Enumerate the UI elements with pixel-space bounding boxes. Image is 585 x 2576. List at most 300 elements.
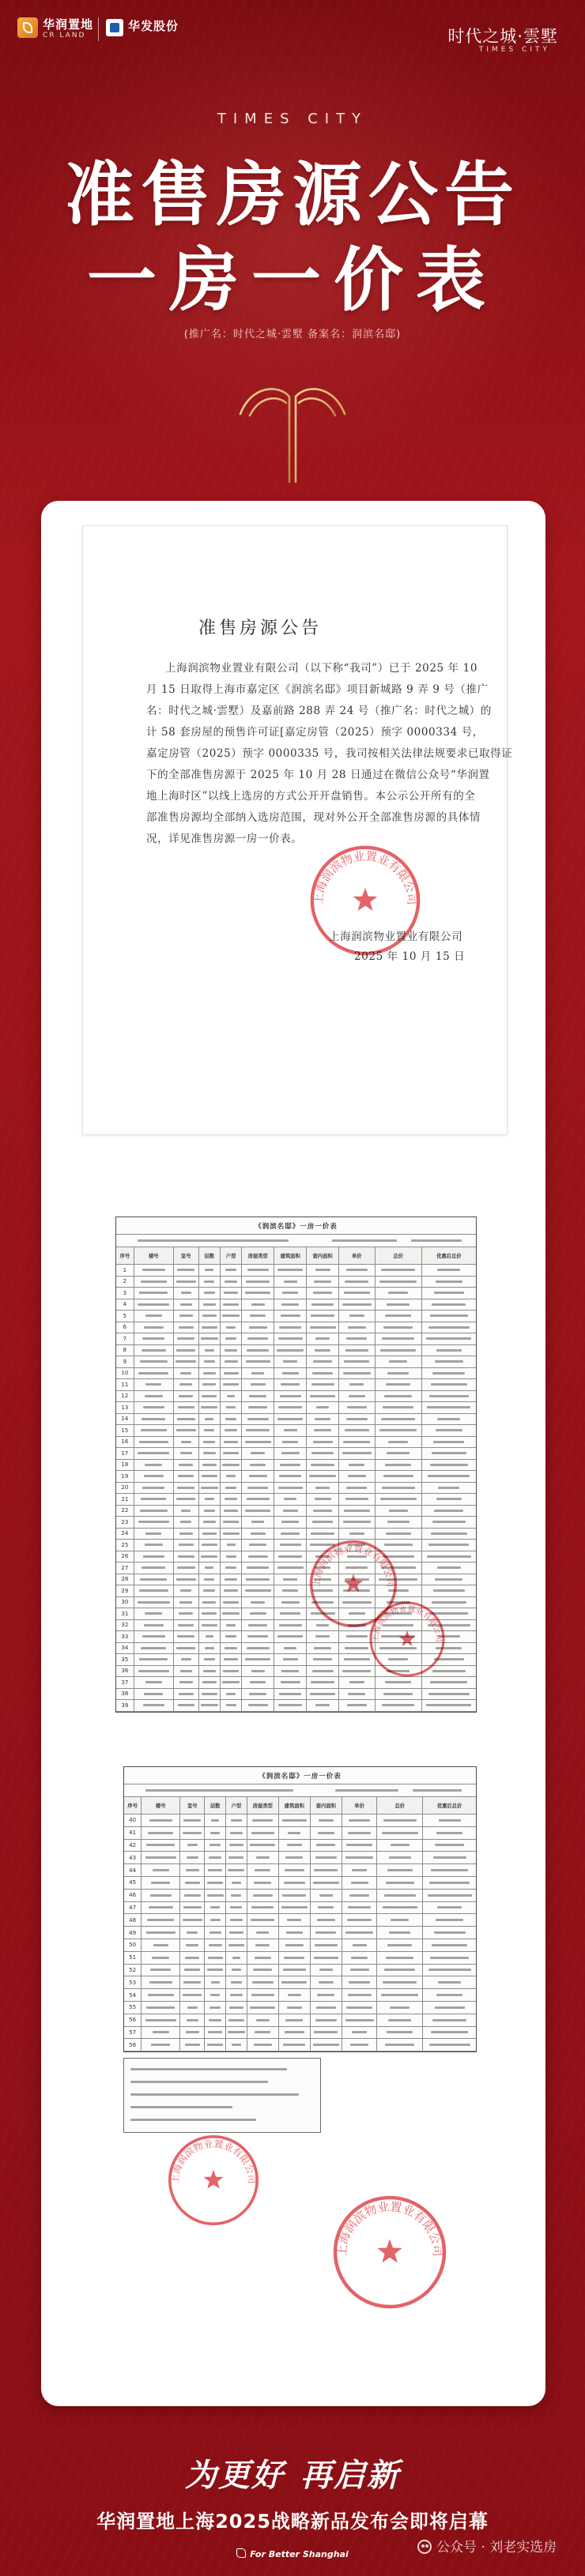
cell-ink bbox=[245, 1441, 271, 1443]
table-row bbox=[124, 1827, 476, 1840]
cell-ink bbox=[387, 1944, 412, 1946]
table-cell bbox=[226, 1814, 247, 1826]
table-cell bbox=[377, 1902, 423, 1914]
table-cell bbox=[180, 1902, 205, 1914]
cell-ink bbox=[231, 1981, 242, 1984]
cell-ink bbox=[315, 1269, 330, 1271]
table-cell bbox=[422, 1402, 476, 1413]
star-icon bbox=[399, 1630, 416, 1646]
table-cell bbox=[376, 1322, 422, 1333]
huafa-logo-icon bbox=[106, 19, 123, 36]
cell-ink bbox=[223, 1303, 239, 1306]
cell-ink bbox=[316, 1844, 335, 1846]
tagline-text: For Better Shanghai bbox=[250, 2549, 349, 2559]
cell-ink bbox=[246, 1429, 270, 1431]
cell-ink bbox=[381, 1418, 416, 1420]
table-cell bbox=[221, 1311, 242, 1322]
cell-ink bbox=[311, 1532, 334, 1535]
table-cell bbox=[134, 1265, 174, 1276]
cell-ink bbox=[344, 1510, 369, 1512]
cell-ink bbox=[204, 1360, 215, 1363]
table-cell bbox=[205, 2027, 226, 2039]
table-cell bbox=[226, 2002, 247, 2014]
row-number-cell: 12 bbox=[116, 1391, 134, 1402]
table-cell bbox=[242, 1677, 274, 1688]
row-number-cell: 46 bbox=[124, 1890, 142, 1901]
row-number-cell: 37 bbox=[116, 1677, 134, 1688]
table-cell bbox=[339, 1448, 376, 1459]
cell-ink bbox=[138, 1521, 169, 1523]
cell-ink bbox=[201, 1337, 218, 1340]
cell-ink bbox=[435, 1360, 463, 1363]
cell-ink bbox=[349, 1464, 364, 1466]
table-cell bbox=[199, 1471, 221, 1482]
cell-ink bbox=[254, 2044, 272, 2046]
cell-ink bbox=[202, 1693, 217, 1695]
cell-ink bbox=[224, 1372, 239, 1374]
table-cell bbox=[377, 1864, 423, 1876]
table-cell bbox=[142, 1840, 180, 1852]
table-cell bbox=[199, 1677, 221, 1688]
table-cell bbox=[342, 1827, 378, 1839]
cell-ink bbox=[349, 1395, 365, 1397]
cell-ink bbox=[349, 1981, 370, 1984]
table-cell bbox=[134, 1551, 174, 1563]
table-cell bbox=[376, 1689, 422, 1700]
table-cell bbox=[339, 1506, 376, 1517]
table-cell bbox=[221, 1494, 242, 1505]
table-cell bbox=[180, 1852, 205, 1863]
table-cell bbox=[174, 1631, 199, 1642]
table-cell bbox=[342, 1939, 378, 1951]
table-cell bbox=[274, 1563, 307, 1574]
cell-ink bbox=[245, 1589, 271, 1592]
table-cell bbox=[199, 1379, 221, 1390]
cell-ink bbox=[249, 1395, 266, 1397]
cell-ink bbox=[203, 1452, 217, 1454]
cell-ink bbox=[144, 1475, 164, 1477]
row-number-cell: 48 bbox=[124, 1914, 142, 1926]
table-row bbox=[116, 1333, 476, 1345]
svg-text:上海润滨物业置业有限公司: 上海润滨物业置业有限公司 bbox=[310, 1543, 397, 1588]
cell-ink bbox=[204, 1280, 214, 1283]
cell-ink bbox=[250, 1844, 275, 1846]
table-cell bbox=[221, 1677, 242, 1688]
table-cell bbox=[376, 1414, 422, 1425]
table-cell bbox=[376, 1345, 422, 1356]
cell-ink bbox=[286, 1931, 303, 1934]
cell-ink bbox=[223, 1383, 240, 1386]
row-number-cell: 29 bbox=[116, 1585, 134, 1596]
row-number-cell: 30 bbox=[116, 1597, 134, 1608]
cell-ink bbox=[179, 1383, 192, 1386]
row-number-cell: 34 bbox=[116, 1643, 134, 1654]
table-cell bbox=[199, 1494, 221, 1505]
table-cell bbox=[205, 1965, 226, 1976]
table-cell bbox=[174, 1585, 199, 1596]
table-cell bbox=[274, 1277, 307, 1288]
cell-ink bbox=[204, 1429, 214, 1431]
table-cell bbox=[423, 1976, 476, 1988]
table-cell bbox=[226, 1927, 247, 1939]
table-cell bbox=[376, 1391, 422, 1402]
table-row bbox=[124, 1952, 476, 1965]
cell-ink bbox=[145, 1856, 176, 1859]
table-cell bbox=[423, 1877, 476, 1889]
table-cell bbox=[339, 1379, 376, 1390]
cell-ink bbox=[411, 1239, 462, 1242]
table-cell bbox=[221, 1643, 242, 1654]
cell-ink bbox=[177, 1487, 194, 1489]
table-cell bbox=[242, 1517, 274, 1528]
cell-ink bbox=[387, 1372, 409, 1374]
cell-ink bbox=[388, 1441, 409, 1443]
table-cell bbox=[307, 1700, 339, 1711]
table-cell bbox=[274, 1654, 307, 1665]
table-cell bbox=[376, 1277, 422, 1288]
cell-ink bbox=[316, 2006, 336, 2009]
table-cell bbox=[174, 1494, 199, 1505]
cell-ink bbox=[180, 1670, 192, 1672]
table-cell bbox=[247, 2014, 279, 2026]
star-icon bbox=[344, 1574, 363, 1592]
table-cell bbox=[423, 1814, 476, 1826]
cell-ink bbox=[345, 1647, 368, 1649]
table-cell bbox=[422, 1585, 476, 1596]
row-number-cell: 32 bbox=[116, 1620, 134, 1631]
table-cell bbox=[205, 2039, 226, 2051]
cell-ink bbox=[429, 2044, 470, 2046]
cell-ink bbox=[226, 1704, 236, 1706]
cell-ink bbox=[145, 1383, 161, 1386]
cell-ink bbox=[385, 2044, 414, 2046]
cell-ink bbox=[246, 1280, 270, 1283]
cell-ink bbox=[145, 1395, 163, 1397]
table-cell bbox=[174, 1700, 199, 1711]
cell-ink bbox=[253, 1969, 272, 1971]
cell-ink bbox=[386, 1957, 413, 1959]
table-cell bbox=[342, 1952, 378, 1964]
table-row bbox=[116, 1288, 476, 1299]
notice-body-line: 部准售房源均全部纳入选房范围，现对外公开全部准售房源的具体情 bbox=[146, 811, 481, 824]
table-cell bbox=[342, 1927, 378, 1939]
table-cell bbox=[422, 1448, 476, 1459]
table-row bbox=[116, 1345, 476, 1357]
cell-ink bbox=[225, 1635, 236, 1638]
table-cell bbox=[205, 1927, 226, 1939]
table-cell bbox=[422, 1311, 476, 1322]
cell-ink bbox=[228, 1944, 244, 1946]
table-cell bbox=[422, 1517, 476, 1528]
cell-ink bbox=[203, 1670, 216, 1672]
table-cell bbox=[274, 1494, 307, 1505]
cell-ink bbox=[436, 1349, 461, 1352]
table-cell bbox=[242, 1689, 274, 1700]
table-cell bbox=[180, 2039, 205, 2051]
table-row bbox=[124, 1965, 476, 1977]
cell-ink bbox=[314, 1429, 331, 1431]
table-cell bbox=[307, 1277, 339, 1288]
table-row bbox=[116, 1551, 476, 1563]
cell-ink bbox=[281, 1601, 300, 1604]
cell-ink bbox=[288, 1832, 300, 1834]
table-cell bbox=[226, 1976, 247, 1988]
table-cell bbox=[226, 2014, 247, 2026]
cell-ink bbox=[382, 1704, 414, 1706]
table-cell bbox=[221, 1700, 242, 1711]
cell-ink bbox=[247, 1635, 268, 1638]
cell-ink bbox=[248, 1704, 268, 1706]
cell-ink bbox=[313, 2044, 339, 2046]
cell-ink bbox=[315, 1944, 338, 1946]
table-cell bbox=[422, 1322, 476, 1333]
table-row bbox=[116, 1402, 476, 1414]
table-cell bbox=[311, 1976, 342, 1988]
row-number-cell: 2 bbox=[116, 1277, 134, 1288]
cell-ink bbox=[229, 1931, 243, 1934]
table-cell bbox=[423, 1840, 476, 1852]
table-cell bbox=[199, 1540, 221, 1551]
table-cell bbox=[199, 1608, 221, 1619]
table-cell bbox=[339, 1700, 376, 1711]
table-cell bbox=[247, 1890, 279, 1901]
cell-ink bbox=[285, 2019, 303, 2021]
table-cell bbox=[199, 1288, 221, 1299]
cell-ink bbox=[352, 2031, 368, 2033]
table-cell bbox=[307, 1460, 339, 1471]
table-cell bbox=[221, 1483, 242, 1494]
cell-ink bbox=[351, 1957, 368, 1959]
table-row bbox=[116, 1414, 476, 1426]
cell-ink bbox=[142, 1349, 166, 1352]
table-cell bbox=[422, 1700, 476, 1711]
table-cell bbox=[422, 1494, 476, 1505]
table-cell bbox=[199, 1333, 221, 1344]
cell-ink bbox=[222, 1612, 240, 1615]
cell-ink bbox=[209, 1856, 221, 1859]
cell-ink bbox=[281, 1303, 299, 1306]
cell-ink bbox=[349, 1894, 369, 1897]
cell-ink bbox=[311, 1303, 334, 1306]
cell-ink bbox=[348, 1326, 366, 1329]
cell-ink bbox=[314, 1869, 338, 1871]
table-cell bbox=[174, 1391, 199, 1402]
table-cell bbox=[174, 1689, 199, 1700]
table-cell bbox=[423, 1989, 476, 2001]
table-cell bbox=[274, 1345, 307, 1356]
row-number-cell: 10 bbox=[116, 1368, 134, 1379]
table-cell bbox=[376, 1529, 422, 1540]
cell-ink bbox=[285, 2031, 304, 2033]
cell-ink bbox=[247, 1269, 269, 1271]
table-cell bbox=[174, 1506, 199, 1517]
table-cell bbox=[279, 1952, 311, 1964]
cell-ink bbox=[232, 2044, 241, 2046]
table-subheader bbox=[116, 1235, 476, 1247]
table-cell bbox=[247, 1840, 279, 1852]
table-cell bbox=[134, 1333, 174, 1344]
table-cell bbox=[279, 2039, 311, 2051]
cell-ink bbox=[353, 1944, 367, 1946]
table-cell bbox=[226, 1989, 247, 2001]
table-cell bbox=[199, 1597, 221, 1608]
cell-ink bbox=[208, 1869, 222, 1871]
cell-ink bbox=[277, 1269, 303, 1271]
row-number-cell: 15 bbox=[116, 1425, 134, 1436]
cell-ink bbox=[385, 1314, 411, 1317]
cell-ink bbox=[389, 1856, 411, 1859]
cell-ink bbox=[433, 1589, 465, 1592]
wechat-account-icon bbox=[417, 2540, 432, 2554]
table-cell bbox=[307, 1379, 339, 1390]
cell-ink bbox=[431, 2031, 468, 2033]
table-cell bbox=[279, 1989, 311, 2001]
table-cell bbox=[274, 1677, 307, 1688]
table-cell bbox=[307, 1529, 339, 1540]
table-cell bbox=[180, 1965, 205, 1976]
table-row bbox=[124, 1939, 476, 1952]
row-number-cell: 25 bbox=[116, 1540, 134, 1551]
table-header-cell: 楼号 bbox=[142, 1797, 180, 1814]
cell-ink bbox=[281, 1452, 300, 1454]
star-icon bbox=[377, 2239, 402, 2263]
table-cell bbox=[274, 1311, 307, 1322]
table-row bbox=[124, 1989, 476, 2002]
table-cell bbox=[226, 1902, 247, 1914]
cell-ink bbox=[413, 1789, 462, 1792]
table-cell bbox=[199, 1506, 221, 1517]
cell-ink bbox=[138, 1372, 168, 1374]
signature-date: 2025 年 10 月 15 日 bbox=[354, 950, 466, 963]
cell-ink bbox=[147, 1919, 174, 1921]
cell-ink bbox=[315, 1337, 330, 1340]
table-cell bbox=[142, 1965, 180, 1976]
cell-ink bbox=[277, 1566, 304, 1569]
cell-ink bbox=[145, 1532, 161, 1535]
table-cell bbox=[307, 1425, 339, 1436]
table-cell bbox=[377, 1965, 423, 1976]
table-cell bbox=[134, 1643, 174, 1654]
cell-ink bbox=[149, 1819, 172, 1822]
table-cell bbox=[174, 1425, 199, 1436]
cell-ink bbox=[352, 1869, 367, 1871]
row-number-cell: 33 bbox=[116, 1631, 134, 1642]
table-cell bbox=[174, 1356, 199, 1367]
table-cell bbox=[274, 1333, 307, 1344]
cell-ink bbox=[278, 1704, 302, 1706]
table-cell bbox=[279, 1840, 311, 1852]
table-cell bbox=[422, 1333, 476, 1344]
table-cell bbox=[221, 1356, 242, 1367]
cell-ink bbox=[343, 1441, 370, 1443]
table-cell bbox=[221, 1460, 242, 1471]
table-cell bbox=[377, 2002, 423, 2014]
cell-ink bbox=[285, 1869, 304, 1871]
table-cell bbox=[205, 1840, 226, 1852]
table-cell bbox=[311, 1864, 342, 1876]
cell-ink bbox=[432, 1521, 466, 1523]
table-header-cell: 楼号 bbox=[134, 1247, 174, 1264]
table-cell bbox=[142, 1952, 180, 1964]
table-cell bbox=[199, 1414, 221, 1425]
cell-ink bbox=[314, 2031, 338, 2033]
table-header-cell: 建筑面积 bbox=[279, 1797, 311, 1814]
table-cell bbox=[134, 1483, 174, 1494]
table-cell bbox=[311, 1814, 342, 1826]
table-cell bbox=[199, 1368, 221, 1379]
table-header-cell: 室号 bbox=[174, 1247, 199, 1264]
table-cell bbox=[274, 1265, 307, 1276]
table-cell bbox=[242, 1483, 274, 1494]
cell-ink bbox=[427, 1406, 470, 1408]
cell-ink bbox=[231, 1894, 241, 1897]
cell-ink bbox=[225, 1269, 236, 1271]
cell-ink bbox=[180, 1303, 192, 1306]
table-row bbox=[116, 1277, 476, 1288]
cell-ink bbox=[177, 1566, 195, 1569]
cell-ink bbox=[245, 1510, 270, 1512]
cell-ink bbox=[187, 2006, 198, 2009]
cell-ink bbox=[283, 1578, 297, 1581]
table-cell bbox=[134, 1631, 174, 1642]
table-cell bbox=[221, 1666, 242, 1677]
table-cell bbox=[376, 1288, 422, 1299]
cell-ink bbox=[255, 1869, 270, 1871]
table-cell bbox=[134, 1574, 174, 1585]
cell-ink bbox=[311, 1452, 334, 1454]
cell-ink bbox=[349, 1314, 365, 1317]
table-cell bbox=[134, 1494, 174, 1505]
table-cell bbox=[274, 1471, 307, 1482]
notice-body-line: 况，详见准售房源一房一价表。 bbox=[146, 833, 303, 845]
cell-ink bbox=[201, 1487, 218, 1489]
cell-ink bbox=[282, 1441, 298, 1443]
table-cell bbox=[174, 1460, 199, 1471]
table-cell bbox=[376, 1448, 422, 1459]
table-cell bbox=[142, 1902, 180, 1914]
table-subheader bbox=[124, 1784, 476, 1797]
table-cell bbox=[221, 1448, 242, 1459]
table-cell bbox=[422, 1574, 476, 1585]
table-row bbox=[124, 1852, 476, 1864]
table-cell bbox=[274, 1585, 307, 1596]
cell-ink bbox=[231, 1819, 242, 1822]
cell-ink bbox=[287, 1919, 301, 1921]
table-row bbox=[116, 1494, 476, 1506]
table-cell bbox=[134, 1608, 174, 1619]
cell-ink bbox=[145, 2019, 176, 2021]
table-cell bbox=[221, 1391, 242, 1402]
table-cell bbox=[342, 1914, 378, 1926]
table-cell bbox=[376, 1425, 422, 1436]
cell-ink bbox=[436, 1832, 462, 1834]
table-cell bbox=[199, 1356, 221, 1367]
cell-ink bbox=[344, 1360, 369, 1363]
table-cell bbox=[242, 1471, 274, 1482]
table-cell bbox=[142, 2039, 180, 2051]
cell-ink bbox=[383, 1693, 413, 1695]
row-number-cell: 3 bbox=[116, 1288, 134, 1299]
table-cell bbox=[279, 2027, 311, 2039]
table-row bbox=[124, 1976, 476, 1989]
table-cell bbox=[134, 1391, 174, 1402]
cell-ink bbox=[209, 2006, 221, 2009]
cell-ink bbox=[389, 1360, 407, 1363]
table-cell bbox=[221, 1597, 242, 1608]
table-cell bbox=[376, 1494, 422, 1505]
row-number-cell: 7 bbox=[116, 1333, 134, 1344]
table-cell bbox=[274, 1643, 307, 1654]
